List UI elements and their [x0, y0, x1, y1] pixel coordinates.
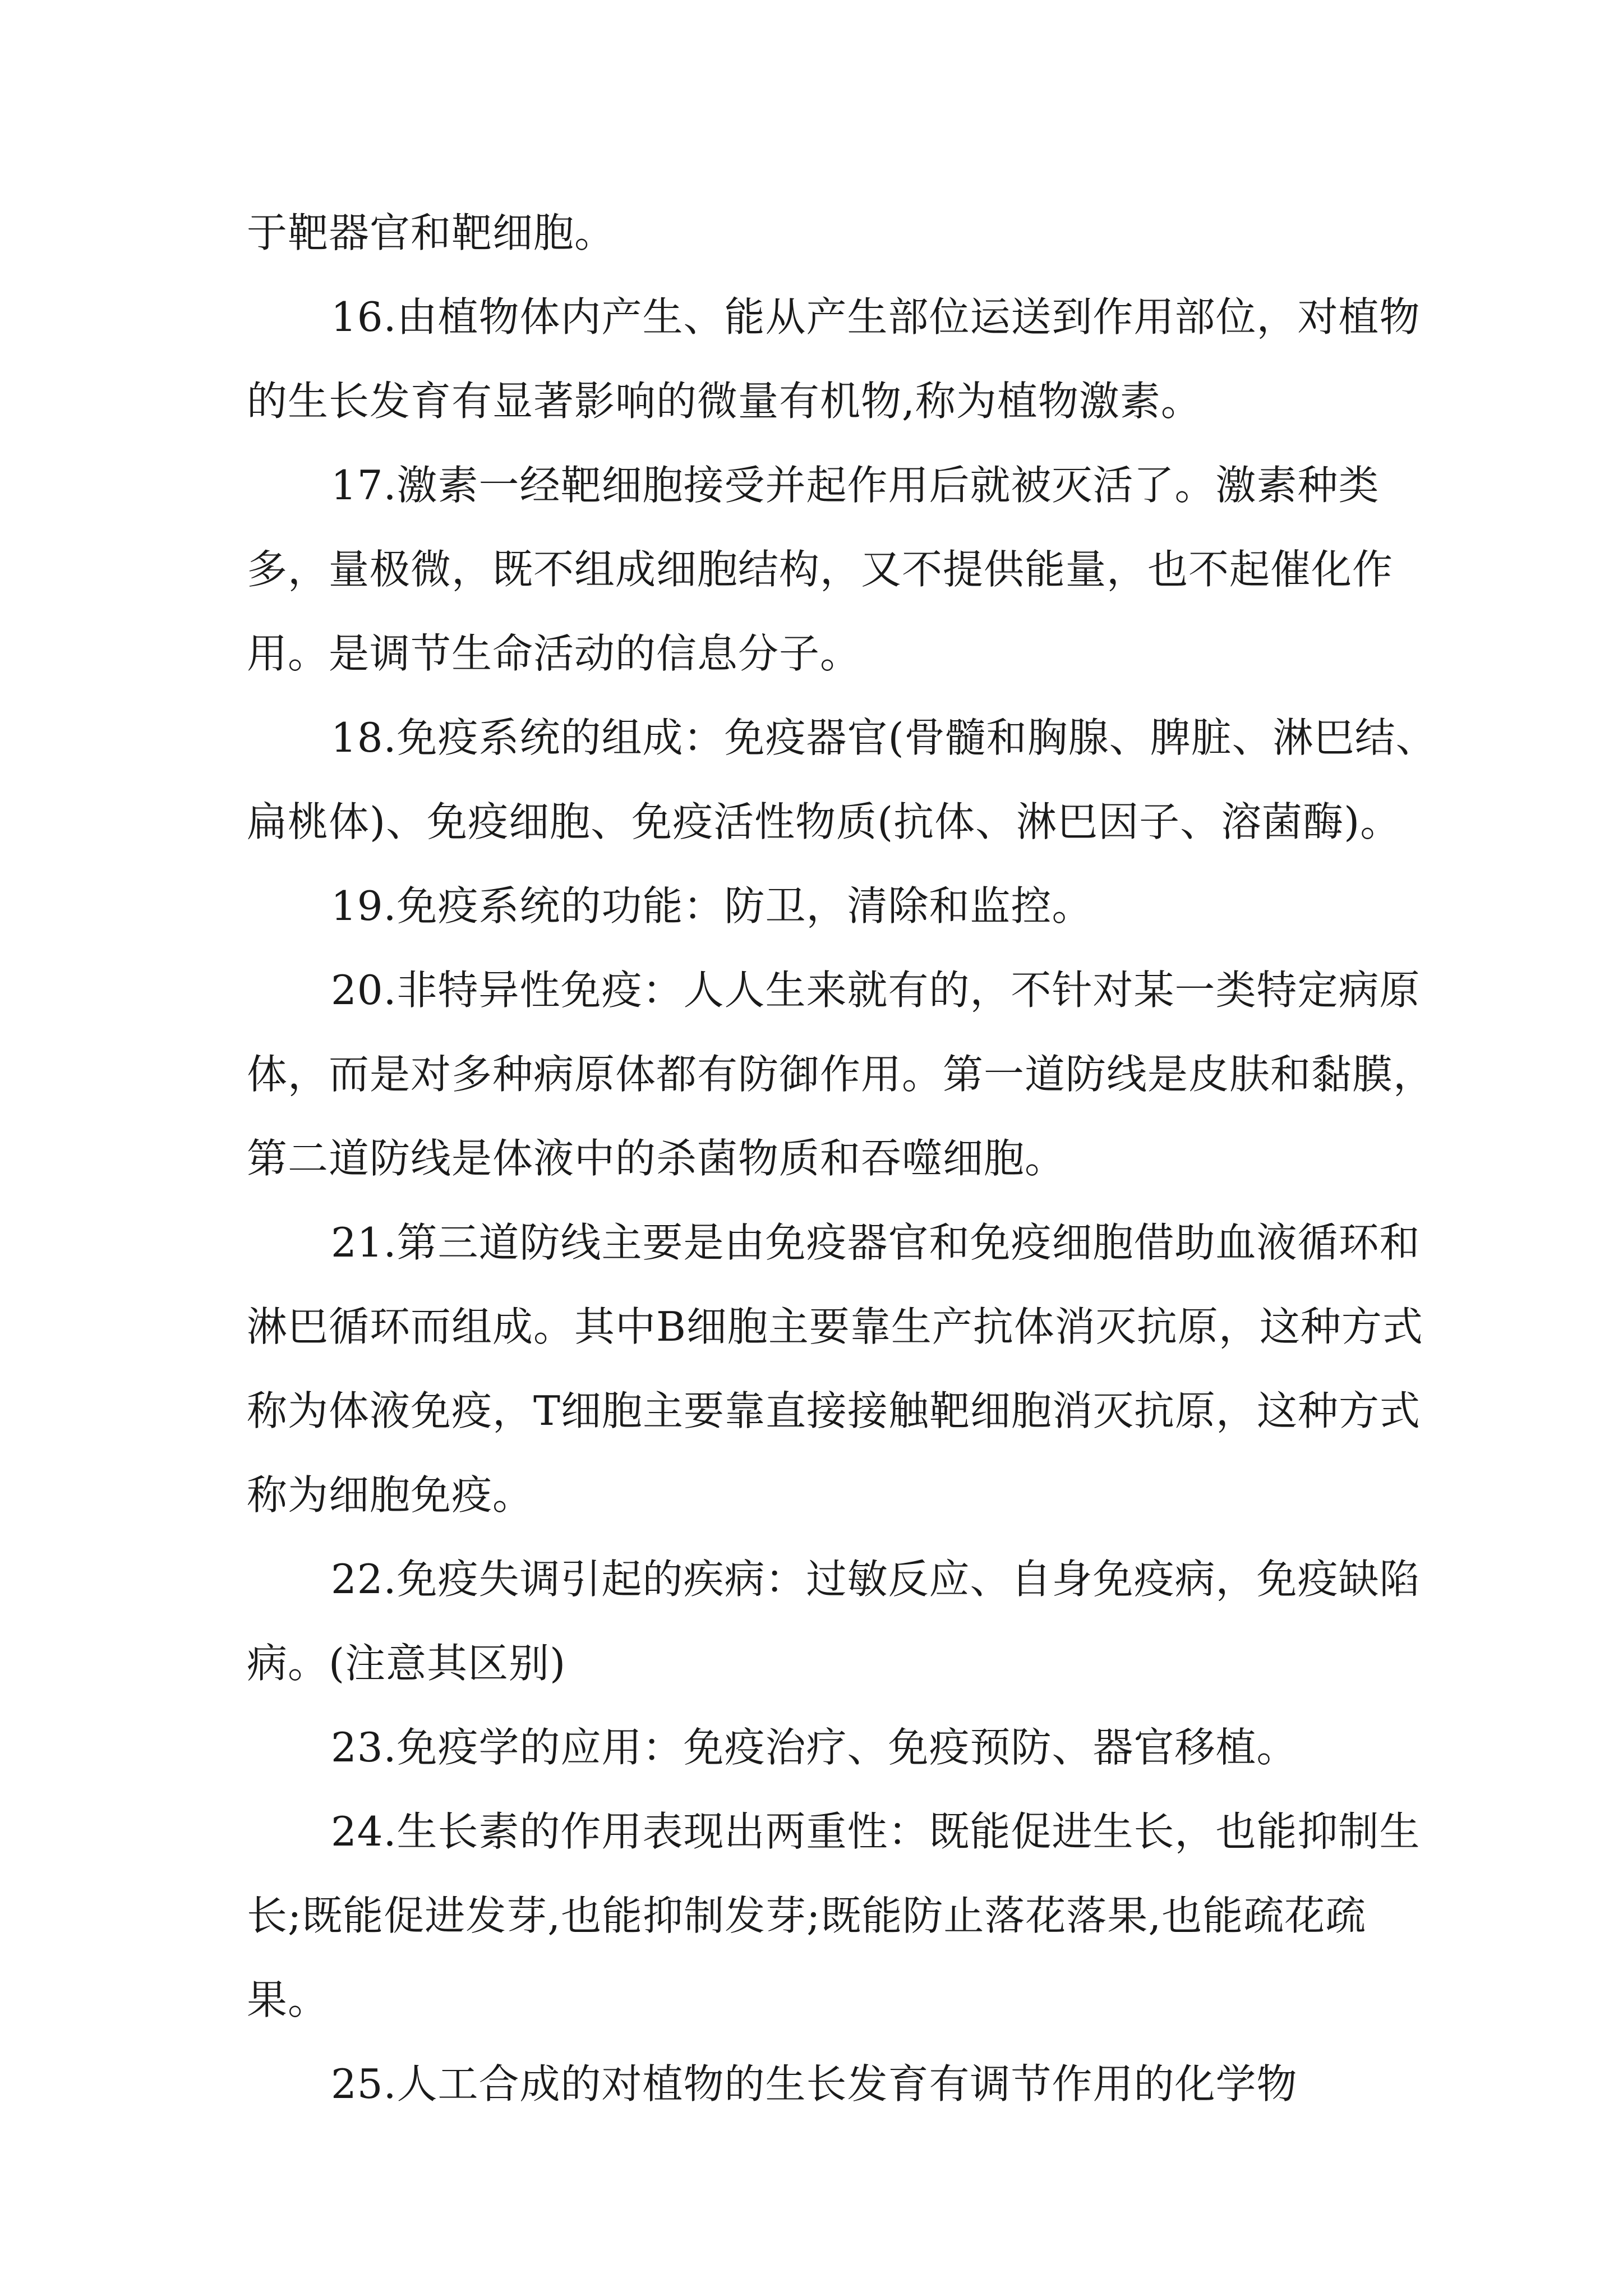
paragraph-item-20: 20.非特异性免疫：人人生来就有的，不针对某一类特定病原体，而是对多种病原体都有防御作用。第一道防线是皮肤和黏膜，第二道防线是体液中的杀菌物质和吞噬细胞。 [247, 967, 1435, 1182]
paragraph-item-16: 16.由植物体内产生、能从产生部位运送到作用部位，对植物的生长发育有显著影响的微量有机物,称为植物激素。 [247, 293, 1421, 425]
paragraph-item-18: 18.免疫系统的组成：免疫器官(骨髓和胸腺、脾脏、淋巴结、扁桃体)、免疫细胞、免疫活性物质(抗体、淋巴因子、溶菌酶)。 [247, 714, 1437, 845]
paragraph-item-23: 23.免疫学的应用：免疫治疗、免疫预防、器官移植。 [331, 1724, 1298, 1771]
document-body [247, 191, 1441, 2126]
paragraph-item-17: 17.激素一经靶细胞接受并起作用后就被灭活了。激素种类多，量极微，既不组成细胞结构，又不提供能量，也不起催化作用。是调节生命活动的信息分子。 [247, 462, 1394, 677]
paragraph-item-22: 22.免疫失调引起的疾病：过敏反应、自身免疫病，免疫缺陷病。(注意其区别) [247, 1556, 1421, 1687]
paragraph-item-19: 19.免疫系统的功能：防卫，清除和监控。 [331, 882, 1093, 930]
paragraph-item-24: 24.生长素的作用表现出两重性：既能促进生长，也能抑制生长;既能促进发芽,也能抑制发芽;既能防止落花落果,也能疏花疏果。 [247, 1808, 1421, 2023]
paragraph-continuation: 于靶器官和靶细胞。 [247, 209, 616, 256]
paragraph-item-25: 25.人工合成的对植物的生长发育有调节作用的化学物 [331, 2060, 1298, 2108]
paragraph-item-21: 21.第三道防线主要是由免疫器官和免疫细胞借助血液循环和淋巴循环而组成。其中B细胞主要靠生产抗体消灭抗原，这种方式称为体液免疫，T细胞主要靠直接接触靶细胞消灭抗原，这种方式称为细胞免疫。 [247, 1219, 1423, 1519]
